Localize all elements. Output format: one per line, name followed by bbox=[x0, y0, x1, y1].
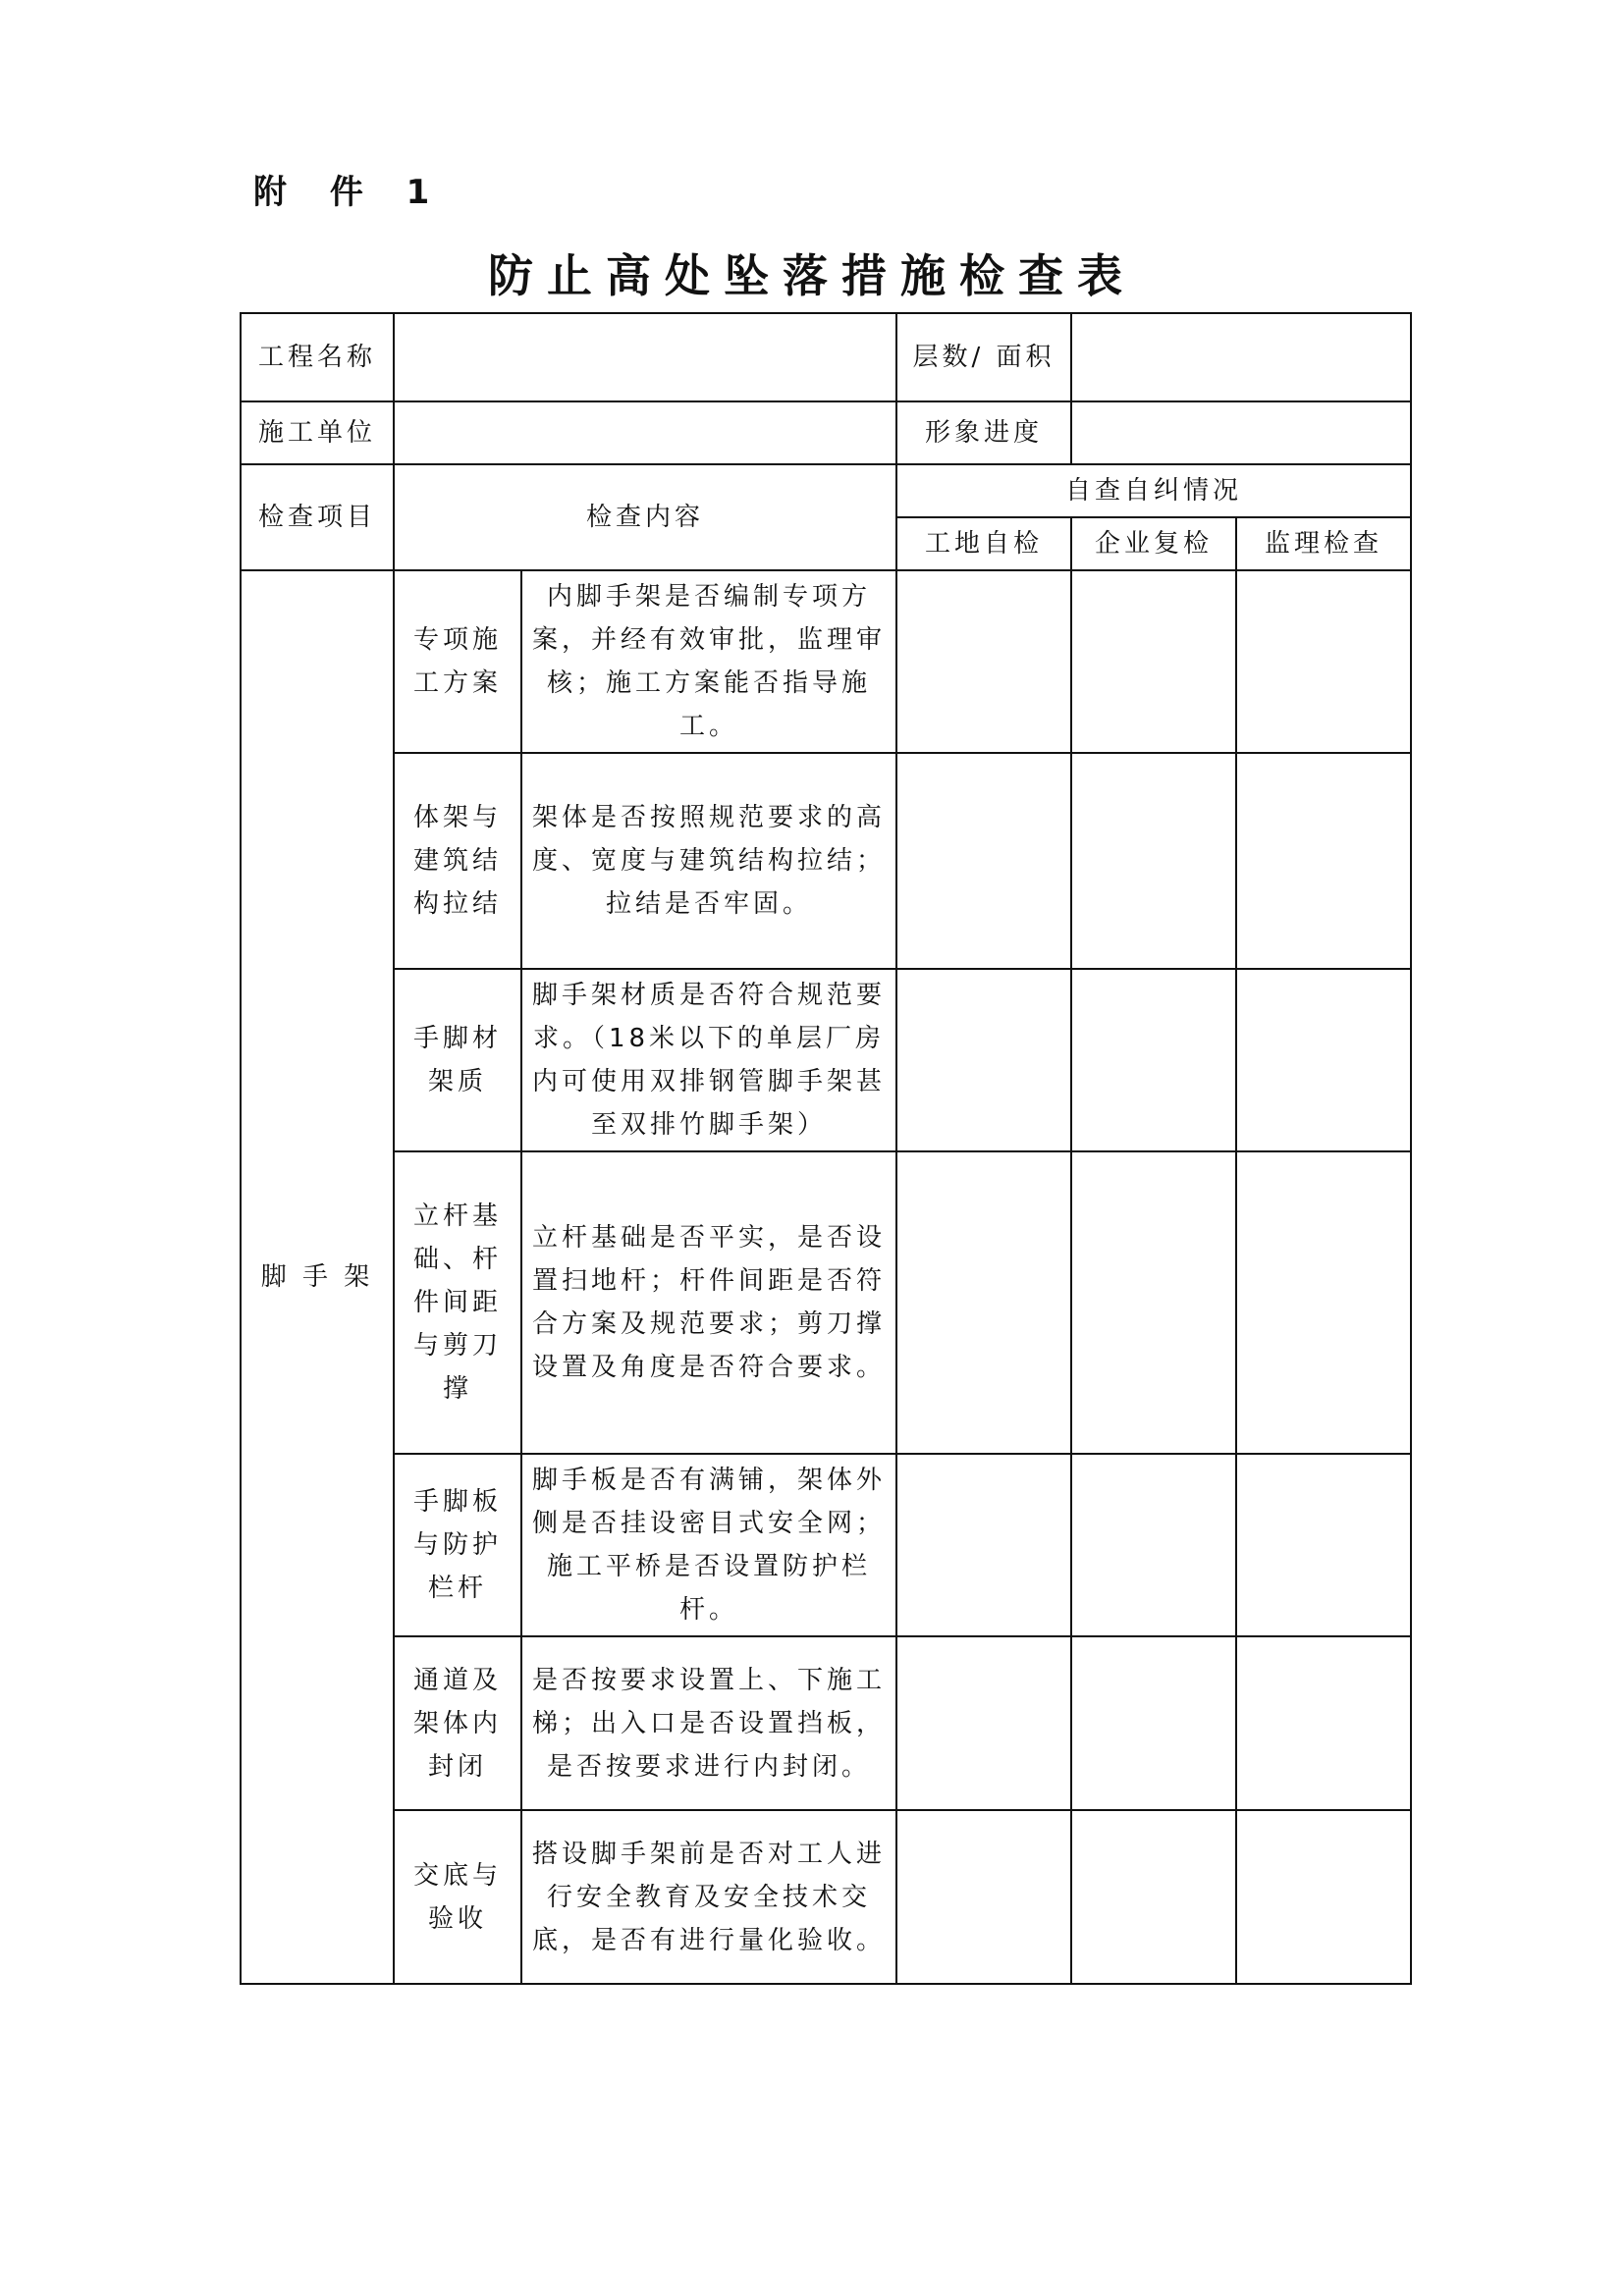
category-cell: 脚 手 架 bbox=[241, 570, 394, 1984]
project-row bbox=[241, 313, 1411, 401]
item-header: 检查项目 bbox=[241, 464, 394, 570]
company-check-cell[interactable] bbox=[1071, 1636, 1236, 1810]
content-cell: 架体是否按照规范要求的高度、宽度与建筑结构拉结；拉结是否牢固。 bbox=[521, 753, 896, 969]
contractor-row bbox=[241, 401, 1411, 464]
table-row bbox=[241, 1454, 1411, 1636]
site-check-cell[interactable] bbox=[896, 1636, 1071, 1810]
contractor-label: 施工单位 bbox=[241, 401, 394, 464]
item-cell: 手脚材架质 bbox=[394, 969, 521, 1151]
company-check-cell[interactable] bbox=[1071, 570, 1236, 753]
item-cell: 立杆基础、杆件间距与剪刀撑 bbox=[394, 1151, 521, 1454]
contractor-field[interactable] bbox=[394, 401, 896, 464]
supervisor-check-cell[interactable] bbox=[1236, 1151, 1411, 1454]
site-check-cell[interactable] bbox=[896, 1151, 1071, 1454]
content-cell: 脚手架材质是否符合规范要求。（18米以下的单层厂房内可使用双排钢管脚手架甚至双排竹脚手架） bbox=[521, 969, 896, 1151]
table-row bbox=[241, 1636, 1411, 1810]
self-check-header: 自查自纠情况 bbox=[896, 464, 1411, 517]
company-check-cell[interactable] bbox=[1071, 969, 1236, 1151]
site-check-cell[interactable] bbox=[896, 570, 1071, 753]
item-cell: 手脚板与防护栏杆 bbox=[394, 1454, 521, 1636]
content-cell: 搭设脚手架前是否对工人进行安全教育及安全技术交底，是否有进行量化验收。 bbox=[521, 1810, 896, 1984]
floors-area-label: 层数/ 面积 bbox=[896, 313, 1071, 401]
site-check-cell[interactable] bbox=[896, 1454, 1071, 1636]
company-check-cell[interactable] bbox=[1071, 1454, 1236, 1636]
company-check-header: 企业复检 bbox=[1071, 517, 1236, 570]
table-row bbox=[241, 1810, 1411, 1984]
column-header-row bbox=[241, 464, 1411, 517]
attachment-label: 附 件 1 bbox=[253, 173, 446, 212]
project-name-field[interactable] bbox=[394, 313, 896, 401]
item-cell: 通道及架体内封闭 bbox=[394, 1636, 521, 1810]
page-title: 防止高处坠落措施检查表 bbox=[488, 249, 1136, 302]
content-header: 检查内容 bbox=[394, 464, 896, 570]
inspection-table bbox=[240, 312, 1412, 1985]
site-check-header: 工地自检 bbox=[896, 517, 1071, 570]
company-check-cell[interactable] bbox=[1071, 1151, 1236, 1454]
table-row bbox=[241, 753, 1411, 969]
content-cell: 脚手板是否有满铺，架体外侧是否挂设密目式安全网；施工平桥是否设置防护栏杆。 bbox=[521, 1454, 896, 1636]
floors-area-field[interactable] bbox=[1071, 313, 1411, 401]
supervisor-check-cell[interactable] bbox=[1236, 570, 1411, 753]
table-row bbox=[241, 969, 1411, 1151]
item-cell: 体架与建筑结构拉结 bbox=[394, 753, 521, 969]
supervisor-check-cell[interactable] bbox=[1236, 969, 1411, 1151]
supervisor-check-header: 监理检查 bbox=[1236, 517, 1411, 570]
site-check-cell[interactable] bbox=[896, 753, 1071, 969]
progress-field[interactable] bbox=[1071, 401, 1411, 464]
item-cell: 交底与验收 bbox=[394, 1810, 521, 1984]
project-name-label: 工程名称 bbox=[241, 313, 394, 401]
supervisor-check-cell[interactable] bbox=[1236, 1454, 1411, 1636]
company-check-cell[interactable] bbox=[1071, 1810, 1236, 1984]
table-row bbox=[241, 1151, 1411, 1454]
content-cell: 立杆基础是否平实，是否设置扫地杆；杆件间距是否符合方案及规范要求；剪刀撑设置及角度是否符合要求。 bbox=[521, 1151, 896, 1454]
company-check-cell[interactable] bbox=[1071, 753, 1236, 969]
content-cell: 是否按要求设置上、下施工梯；出入口是否设置挡板，是否按要求进行内封闭。 bbox=[521, 1636, 896, 1810]
content-cell: 内脚手架是否编制专项方案，并经有效审批，监理审核；施工方案能否指导施工。 bbox=[521, 570, 896, 753]
supervisor-check-cell[interactable] bbox=[1236, 1636, 1411, 1810]
supervisor-check-cell[interactable] bbox=[1236, 1810, 1411, 1984]
site-check-cell[interactable] bbox=[896, 1810, 1071, 1984]
site-check-cell[interactable] bbox=[896, 969, 1071, 1151]
item-cell: 专项施工方案 bbox=[394, 570, 521, 753]
progress-label: 形象进度 bbox=[896, 401, 1071, 464]
supervisor-check-cell[interactable] bbox=[1236, 753, 1411, 969]
table-row bbox=[241, 570, 1411, 753]
